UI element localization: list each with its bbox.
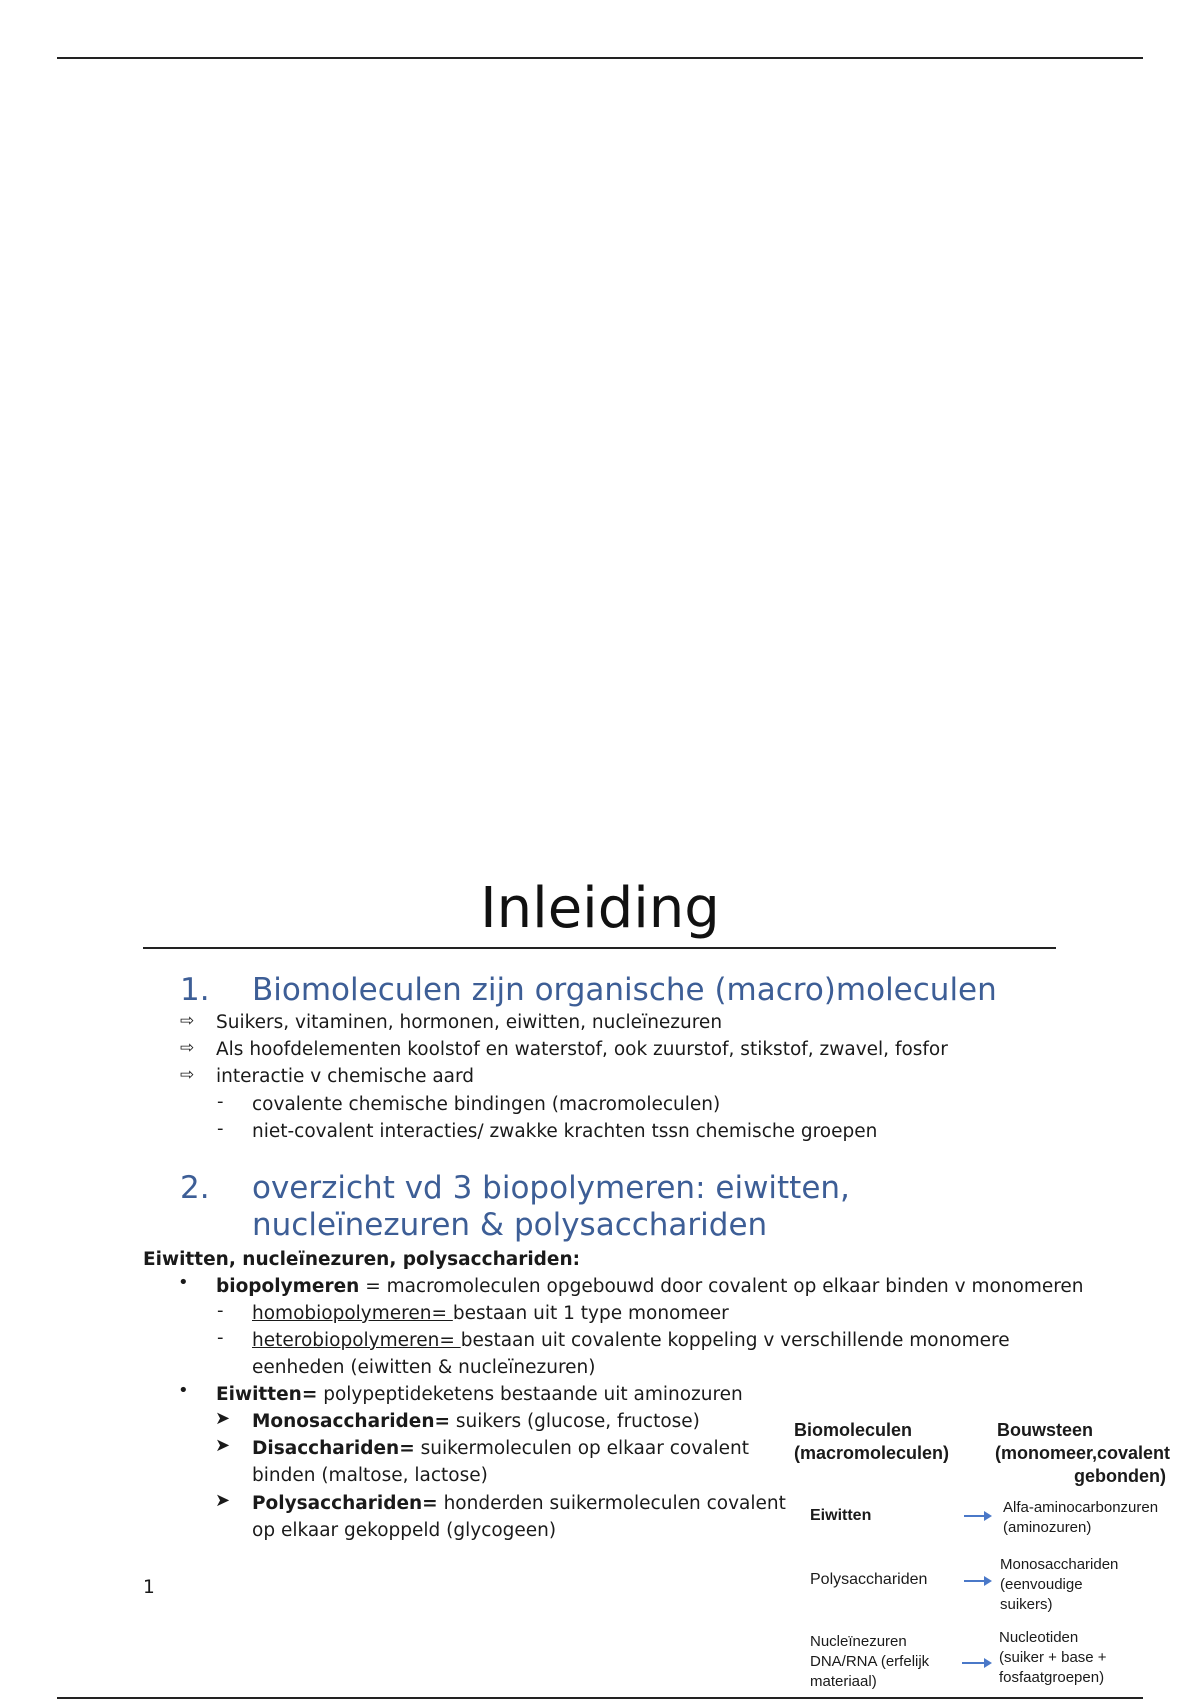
term-polysacchariden: Polysacchariden= — [252, 1493, 438, 1514]
sub-list-item-homo — [252, 1300, 729, 1327]
def-eiwitten: polypeptideketens bestaande uit aminozuren — [317, 1384, 743, 1405]
sub-list-item-mono — [252, 1408, 700, 1435]
def-homobiopolymeren: bestaan uit 1 type monomeer — [452, 1303, 729, 1324]
list-item: Als hoofdelementen koolstof en waterstof, ook zuurstof, stikstof, zwavel, fosfor — [216, 1039, 948, 1060]
sub-list-item-poly-cont: op elkaar gekoppeld (glycogeen) — [252, 1520, 557, 1541]
sub-list-item: niet-covalent interacties/ zwakke krachten tssn chemische groepen — [252, 1121, 878, 1142]
section-2-title-line-1: overzicht vd 3 biopolymeren: eiwitten, — [252, 1170, 850, 1206]
list-item: Suikers, vitaminen, hormonen, eiwitten, nucleïnezuren — [216, 1012, 723, 1033]
def-heterobiopolymeren: bestaan uit covalente koppeling v verschillende monomere — [460, 1330, 1010, 1351]
term-biopolymeren: biopolymeren — [216, 1276, 360, 1297]
chevron-bullet-icon: ➤ — [215, 1435, 231, 1456]
section-2-heading — [180, 1170, 1080, 1246]
table-row3-right: Nucleotiden (suiker + base + fosfaatgroepen) — [999, 1629, 1107, 1686]
sub-list-item-hetero-cont: eenheden (eiwitten & nucleïnezuren) — [252, 1357, 596, 1378]
arrow-bullet-icon: ⇨ — [180, 1065, 195, 1085]
bottom-rule — [57, 1697, 1143, 1699]
arrow-bullet-icon: ⇨ — [180, 1038, 195, 1058]
chevron-bullet-icon: ➤ — [215, 1408, 231, 1429]
term-eiwitten: Eiwitten= — [216, 1384, 318, 1405]
table-header-col1: Biomoleculen (macromoleculen) — [794, 1420, 950, 1463]
top-rule — [57, 57, 1143, 59]
term-monosacchariden: Monosacchariden= — [252, 1411, 451, 1432]
arrow-bullet-icon: ⇨ — [180, 1011, 195, 1031]
term-disacchariden: Disacchariden= — [252, 1438, 415, 1459]
dot-bullet-icon: • — [178, 1272, 189, 1293]
arrow-right-icon — [962, 1662, 990, 1664]
page-title: Inleiding — [480, 876, 720, 941]
term-homobiopolymeren: homobiopolymeren= — [252, 1303, 453, 1324]
dash-bullet-icon: - — [217, 1327, 224, 1348]
list-item-eiwitten — [216, 1381, 743, 1408]
section-1-title: Biomoleculen zijn organische (macro)moleculen — [252, 972, 997, 1008]
dash-bullet-icon: - — [217, 1118, 224, 1139]
section-2-number: 2. — [180, 1170, 210, 1206]
dash-bullet-icon: - — [217, 1091, 224, 1112]
term-heterobiopolymeren: heterobiopolymeren= — [252, 1330, 461, 1351]
table-row1-left: Eiwitten — [810, 1507, 872, 1524]
sub-list-item: covalente chemische bindingen (macromoleculen) — [252, 1094, 721, 1115]
sub-list-item-hetero — [252, 1327, 1010, 1354]
def-monosacchariden: suikers (glucose, fructose) — [450, 1411, 700, 1432]
arrow-right-icon — [964, 1515, 990, 1517]
sub-list-item-poly — [252, 1490, 786, 1517]
table-row3-left: Nucleïnezuren DNA/RNA (erfelijk materiaal) — [810, 1633, 930, 1690]
dash-bullet-icon: - — [217, 1300, 224, 1321]
def-biopolymeren: = macromoleculen opgebouwd door covalent op elkaar binden v monomeren — [359, 1276, 1084, 1297]
biomolecules-table — [780, 1410, 1180, 1695]
arrow-right-icon — [964, 1580, 990, 1582]
table-row1-right: Alfa-aminocarbonzuren (aminozuren) — [1003, 1499, 1159, 1536]
section-2-title-line-2: nucleïnezuren & polysacchariden — [252, 1207, 768, 1243]
sub-list-item-di-cont: binden (maltose, lactose) — [252, 1465, 488, 1486]
def-polysacchariden: honderden suikermoleculen covalent — [437, 1493, 786, 1514]
title-underline — [143, 947, 1056, 949]
section-2-intro: Eiwitten, nucleïnezuren, polysacchariden: — [143, 1249, 581, 1270]
section-1-heading — [180, 972, 1080, 1012]
list-item-biopolymeren — [216, 1273, 1084, 1300]
table-header-col2: Bouwsteen (monomeer,covalent gebonden) — [994, 1420, 1171, 1486]
def-disacchariden: suikermoleculen op elkaar covalent — [414, 1438, 749, 1459]
sub-list-item-di — [252, 1435, 749, 1462]
list-item: interactie v chemische aard — [216, 1066, 475, 1087]
chevron-bullet-icon: ➤ — [215, 1490, 231, 1511]
dot-bullet-icon: • — [178, 1380, 189, 1401]
page-number: 1 — [143, 1577, 155, 1598]
section-1-number: 1. — [180, 972, 210, 1008]
table-row2-right: Monosacchariden (eenvoudige suikers) — [1000, 1556, 1119, 1613]
table-row2-left: Polysacchariden — [810, 1571, 928, 1588]
